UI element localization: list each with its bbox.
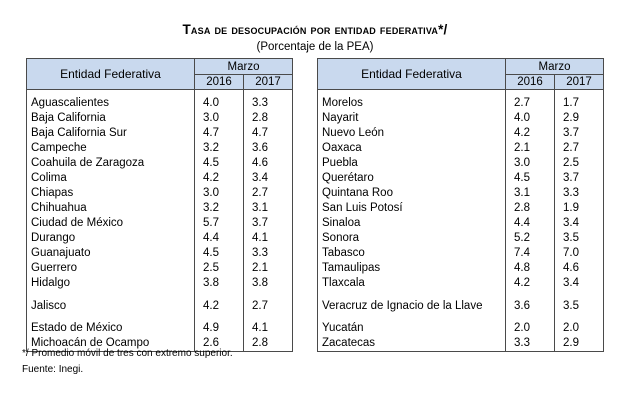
value-2016-cell: 3.3 bbox=[506, 336, 555, 352]
value-2017-cell: 3.3 bbox=[244, 246, 293, 261]
value-2017-cell: 3.5 bbox=[555, 231, 604, 246]
table-row bbox=[318, 201, 604, 216]
value-2017-cell: 3.5 bbox=[555, 291, 604, 321]
entity-name-cell: Oaxaca bbox=[318, 141, 506, 156]
entity-name-cell: Chihuahua bbox=[27, 201, 195, 216]
header-entidad: Entidad Federativa bbox=[318, 59, 506, 90]
value-2017-cell: 3.4 bbox=[555, 216, 604, 231]
footnote: */ Promedio móvil de tres con extremo superior. bbox=[22, 348, 233, 359]
value-2016-cell: 4.0 bbox=[195, 96, 244, 111]
value-2017-cell: 4.7 bbox=[244, 126, 293, 141]
unemployment-table-right bbox=[317, 58, 604, 352]
value-2017-cell: 3.1 bbox=[244, 201, 293, 216]
entity-name-cell: Colima bbox=[27, 171, 195, 186]
value-2017-cell: 4.1 bbox=[244, 231, 293, 246]
table-row bbox=[318, 246, 604, 261]
value-2016-cell: 2.8 bbox=[506, 201, 555, 216]
page-title: Tasa de desocupación por entidad federativa*/ bbox=[182, 22, 448, 37]
value-2017-cell: 3.7 bbox=[555, 171, 604, 186]
entity-name-cell: Tabasco bbox=[318, 246, 506, 261]
value-2016-cell: 3.2 bbox=[195, 141, 244, 156]
value-2017-cell: 1.7 bbox=[555, 96, 604, 111]
table-row bbox=[27, 111, 293, 126]
entity-name-cell: Veracruz de Ignacio de la Llave bbox=[318, 291, 506, 321]
entity-name-cell: Aguascalientes bbox=[27, 96, 195, 111]
value-2016-cell: 3.0 bbox=[506, 156, 555, 171]
entity-name-cell: Querétaro bbox=[318, 171, 506, 186]
entity-name-cell: Sonora bbox=[318, 231, 506, 246]
entity-name-cell: Sinaloa bbox=[318, 216, 506, 231]
table-row bbox=[27, 201, 293, 216]
header-marzo: Marzo bbox=[195, 59, 293, 75]
value-2016-cell: 4.5 bbox=[195, 246, 244, 261]
value-2017-cell: 4.6 bbox=[244, 156, 293, 171]
entity-name-cell: Durango bbox=[27, 231, 195, 246]
entity-name-cell: San Luis Potosí bbox=[318, 201, 506, 216]
value-2017-cell: 3.6 bbox=[244, 141, 293, 156]
value-2016-cell: 4.2 bbox=[506, 126, 555, 141]
entity-name-cell: Quintana Roo bbox=[318, 186, 506, 201]
value-2016-cell: 7.4 bbox=[506, 246, 555, 261]
table-row bbox=[27, 186, 293, 201]
table-row bbox=[27, 291, 293, 321]
table-row bbox=[318, 321, 604, 336]
value-2017-cell: 3.7 bbox=[555, 126, 604, 141]
table-row bbox=[27, 216, 293, 231]
entity-name-cell: Nuevo León bbox=[318, 126, 506, 141]
entity-name-cell: Hidalgo bbox=[27, 276, 195, 291]
table-row bbox=[27, 96, 293, 111]
value-2017-cell: 2.0 bbox=[555, 321, 604, 336]
source-note: Fuente: Inegi. bbox=[22, 364, 84, 375]
header-entidad: Entidad Federativa bbox=[27, 59, 195, 90]
value-2017-cell: 3.4 bbox=[244, 171, 293, 186]
entity-name-cell: Tamaulipas bbox=[318, 261, 506, 276]
value-2017-cell: 2.7 bbox=[244, 291, 293, 321]
value-2017-cell: 2.7 bbox=[244, 186, 293, 201]
table-row bbox=[318, 111, 604, 126]
value-2017-cell: 3.8 bbox=[244, 276, 293, 291]
left-table-body bbox=[27, 90, 293, 352]
value-2016-cell: 3.6 bbox=[506, 291, 555, 321]
value-2016-cell: 4.0 bbox=[506, 111, 555, 126]
value-2016-cell: 4.9 bbox=[195, 321, 244, 336]
value-2017-cell: 4.6 bbox=[555, 261, 604, 276]
table-row bbox=[318, 336, 604, 352]
page-subtitle: (Porcentaje de la PEA) bbox=[256, 41, 374, 53]
entity-name-cell: Yucatán bbox=[318, 321, 506, 336]
value-2016-cell: 3.0 bbox=[195, 111, 244, 126]
header-year-2017: 2017 bbox=[244, 75, 293, 90]
entity-name-cell: Estado de México bbox=[27, 321, 195, 336]
value-2016-cell: 5.2 bbox=[506, 231, 555, 246]
entity-name-cell: Chiapas bbox=[27, 186, 195, 201]
header-marzo: Marzo bbox=[506, 59, 604, 75]
table-row bbox=[318, 126, 604, 141]
value-2016-cell: 4.2 bbox=[195, 171, 244, 186]
table-row bbox=[318, 231, 604, 246]
table-row bbox=[27, 321, 293, 336]
value-2016-cell: 3.8 bbox=[195, 276, 244, 291]
value-2017-cell: 2.1 bbox=[244, 261, 293, 276]
value-2017-cell: 2.8 bbox=[244, 336, 293, 352]
table-row bbox=[318, 171, 604, 186]
value-2016-cell: 5.7 bbox=[195, 216, 244, 231]
value-2016-cell: 3.0 bbox=[195, 186, 244, 201]
entity-name-cell: Michoacán de Ocampo bbox=[27, 336, 195, 352]
value-2017-cell: 2.7 bbox=[555, 141, 604, 156]
value-2016-cell: 2.7 bbox=[506, 96, 555, 111]
entity-name-cell: Tlaxcala bbox=[318, 276, 506, 291]
value-2017-cell: 3.3 bbox=[555, 186, 604, 201]
table-row bbox=[318, 216, 604, 231]
value-2016-cell: 4.2 bbox=[506, 276, 555, 291]
header-year-2016: 2016 bbox=[506, 75, 555, 90]
entity-name-cell: Campeche bbox=[27, 141, 195, 156]
table-row bbox=[27, 126, 293, 141]
value-2016-cell: 2.6 bbox=[195, 336, 244, 352]
value-2016-cell: 2.0 bbox=[506, 321, 555, 336]
table-row bbox=[27, 141, 293, 156]
entity-name-cell: Guerrero bbox=[27, 261, 195, 276]
table-row bbox=[27, 246, 293, 261]
table-row bbox=[318, 141, 604, 156]
value-2016-cell: 4.5 bbox=[506, 171, 555, 186]
unemployment-table-left bbox=[26, 58, 293, 352]
header-year-2017: 2017 bbox=[555, 75, 604, 90]
table-row bbox=[27, 261, 293, 276]
table-row bbox=[27, 171, 293, 186]
entity-name-cell: Guanajuato bbox=[27, 246, 195, 261]
entity-name-cell: Morelos bbox=[318, 96, 506, 111]
entity-name-cell: Puebla bbox=[318, 156, 506, 171]
table-row bbox=[27, 231, 293, 246]
table-row bbox=[27, 156, 293, 171]
entity-name-cell: Ciudad de México bbox=[27, 216, 195, 231]
table-row bbox=[318, 156, 604, 171]
entity-name-cell: Zacatecas bbox=[318, 336, 506, 352]
value-2016-cell: 2.1 bbox=[506, 141, 555, 156]
value-2017-cell: 3.7 bbox=[244, 216, 293, 231]
value-2016-cell: 3.2 bbox=[195, 201, 244, 216]
value-2016-cell: 2.5 bbox=[195, 261, 244, 276]
value-2017-cell: 4.1 bbox=[244, 321, 293, 336]
entity-name-cell: Nayarit bbox=[318, 111, 506, 126]
value-2017-cell: 3.4 bbox=[555, 276, 604, 291]
value-2017-cell: 2.9 bbox=[555, 336, 604, 352]
value-2016-cell: 4.8 bbox=[506, 261, 555, 276]
table-row bbox=[318, 186, 604, 201]
entity-name-cell: Baja California Sur bbox=[27, 126, 195, 141]
value-2016-cell: 4.5 bbox=[195, 156, 244, 171]
entity-name-cell: Baja California bbox=[27, 111, 195, 126]
table-row bbox=[27, 276, 293, 291]
value-2017-cell: 2.8 bbox=[244, 111, 293, 126]
table-row bbox=[318, 291, 604, 321]
value-2016-cell: 3.1 bbox=[506, 186, 555, 201]
entity-name-cell: Coahuila de Zaragoza bbox=[27, 156, 195, 171]
value-2016-cell: 4.2 bbox=[195, 291, 244, 321]
value-2017-cell: 2.9 bbox=[555, 111, 604, 126]
right-table-body bbox=[318, 90, 604, 352]
table-row bbox=[318, 276, 604, 291]
value-2017-cell: 1.9 bbox=[555, 201, 604, 216]
value-2017-cell: 2.5 bbox=[555, 156, 604, 171]
value-2016-cell: 4.7 bbox=[195, 126, 244, 141]
value-2016-cell: 4.4 bbox=[506, 216, 555, 231]
header-year-2016: 2016 bbox=[195, 75, 244, 90]
value-2017-cell: 7.0 bbox=[555, 246, 604, 261]
value-2017-cell: 3.3 bbox=[244, 96, 293, 111]
entity-name-cell: Jalisco bbox=[27, 291, 195, 321]
table-row bbox=[318, 96, 604, 111]
value-2016-cell: 4.4 bbox=[195, 231, 244, 246]
table-row bbox=[318, 261, 604, 276]
